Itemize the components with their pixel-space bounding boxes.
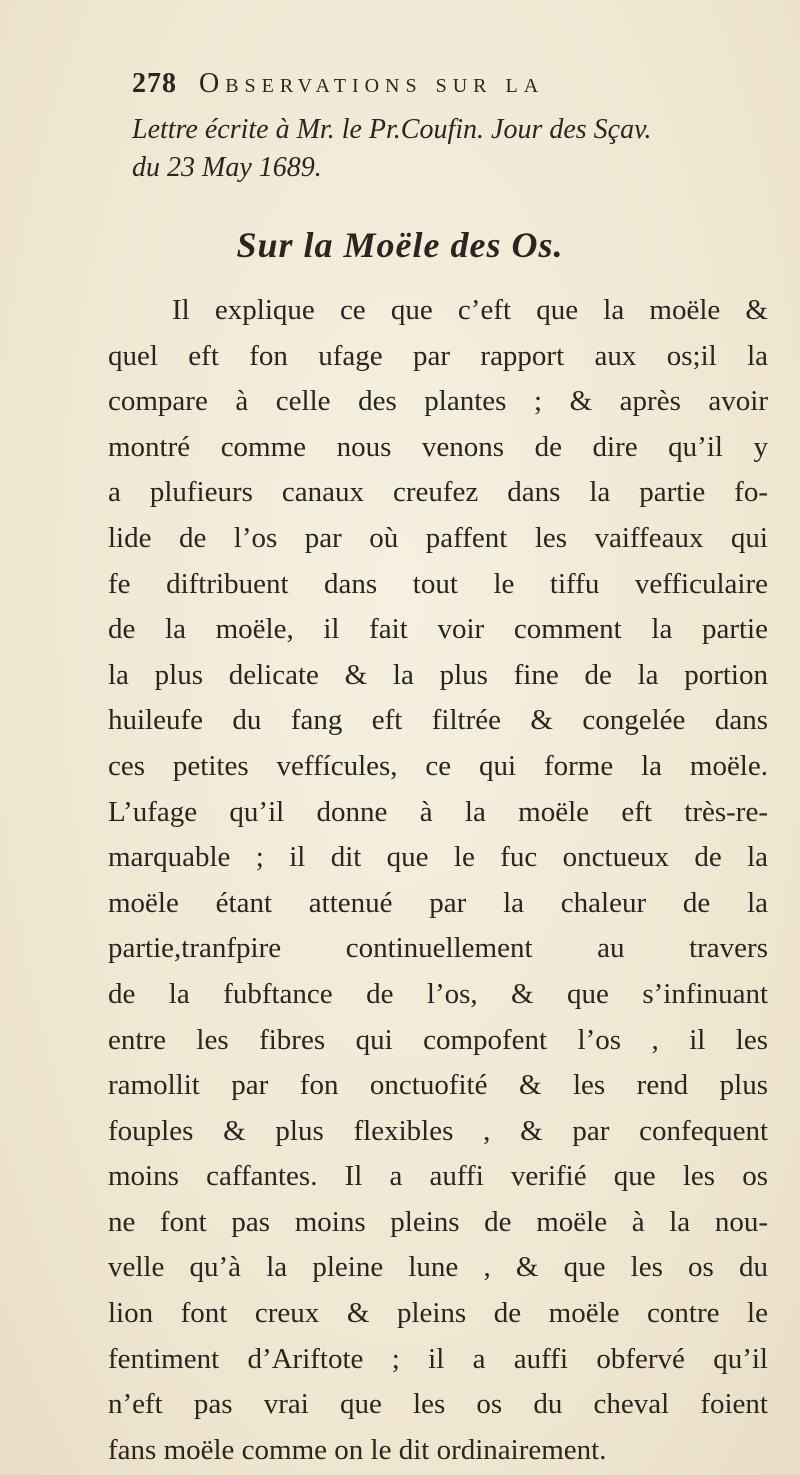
text-line: marquable ; il dit que le fuc onctueux de la [108,841,768,874]
body-text [108,288,768,1473]
text-line: fentiment d’Ariftote ; il a auffi obfervé qu’il [108,1342,768,1375]
text-line: moële étant attenué par la chaleur de la [108,886,768,919]
text-line: fouples & plus flexibles , & par confequent [108,1114,768,1147]
section-heading: Sur la Moële des Os. [236,225,564,265]
text-line: montré comme nous venons de dire qu’il y [108,430,768,463]
text-line: ces petites veffícules, ce qui forme la moële. [108,749,768,782]
text-line: n’eft pas vrai que les os du cheval foient [108,1388,768,1421]
text-line: lion font creux & pleins de moële contre le [108,1297,768,1330]
reference-line-2: du 23 May 1689. [132,152,322,183]
text-line: la plus delicate & la plus fine de la portion [108,658,768,691]
text-line: quel eft fon ufage par rapport aux os;il la [108,339,768,372]
text-line: lide de l’os par où paffent les vaiffeaux qui [108,521,768,554]
text-line: velle qu’à la pleine lune , & que les os du [108,1251,768,1284]
text-line: fans moële comme on le dit ordinairement. [108,1433,607,1466]
text-line: huileufe du fang eft filtrée & congelée dans [108,704,768,737]
text-line: de la fubftance de l’os, & que s’infinuant [108,977,768,1010]
running-head [132,68,722,112]
text-line: ne font pas moins pleins de moële à la nou- [108,1205,768,1238]
text-line: a plufieurs canaux creufez dans la partie fo- [108,476,768,509]
text-line: Il explique ce que c’eft que la moële & [172,294,768,326]
text-line: entre les fibres qui compofent l’os , il les [108,1023,768,1056]
text-line: fe diftribuent dans tout le tiffu vefficulaire [108,567,768,600]
page-number: 278 [132,68,177,99]
text-line: partie,tranfpire continuellement au travers [108,932,768,965]
reference-line-1: Lettre écrite à Mr. le Pr.Coufin. Jour des Sçav. [132,114,652,145]
text-line: L’ufage qu’il donne à la moële eft très-re- [108,795,768,828]
text-line: moins caffantes. Il a auffi verifié que les os [108,1160,768,1193]
text-line: de la moële, il fait voir comment la partie [108,613,768,646]
running-title: Observations sur la [199,68,545,99]
text-line: compare à celle des plantes ; & après avoir [108,385,768,418]
text-line: ramollit par fon onctuofité & les rend plus [108,1069,768,1102]
